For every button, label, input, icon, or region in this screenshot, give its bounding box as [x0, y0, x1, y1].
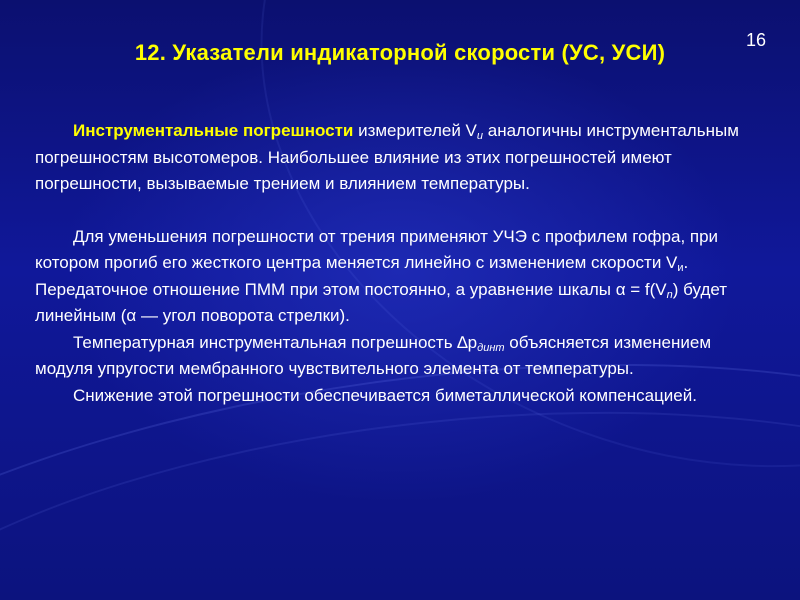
paragraph-text: объясняется изменением модуля упругости мембранного чувствительного элемента от температуры. — [35, 332, 712, 378]
paragraph-instrumental-errors — [35, 118, 755, 198]
subscript: и — [677, 262, 684, 274]
subscript: n — [666, 288, 673, 301]
paragraph-temperature — [35, 330, 755, 383]
paragraph-text: Для уменьшения погрешности от трения применяют УЧЭ с профилем гофра, при котором прогиб его жесткого центра меняется линейно с изменением скорости V — [35, 226, 719, 272]
paragraph-text: измерителей V — [353, 121, 477, 140]
paragraph-text: Снижение этой погрешности обеспечивается биметаллической компенсацией. — [73, 385, 697, 405]
highlight-term: Инструментальные погрешности — [73, 121, 354, 140]
paragraph-text: аналогичны инструментальным погрешностям высотомеров. Наибольшее влияние из этих погрешностей имеют погрешности, вызываемые трением и влиянием температуры. — [35, 121, 739, 193]
paragraph-friction — [35, 224, 755, 330]
slide-title: 12. Указатели индикаторной скорости (УС, УСИ) — [134, 40, 666, 65]
slide-body — [35, 118, 755, 409]
paragraph-text: Температурная инструментальная погрешность ∆p — [73, 332, 478, 352]
paragraph-text: ) будет линейным (α — угол поворота стрелки). — [35, 279, 728, 325]
subscript: и — [476, 130, 484, 142]
slide-number: 16 — [745, 30, 766, 50]
subscript: динт — [477, 341, 505, 354]
paragraph-text: . Передаточное отношение ПММ при этом постоянно, а уравнение шкалы α = f(V — [35, 253, 689, 299]
paragraph-compensation — [35, 383, 755, 410]
